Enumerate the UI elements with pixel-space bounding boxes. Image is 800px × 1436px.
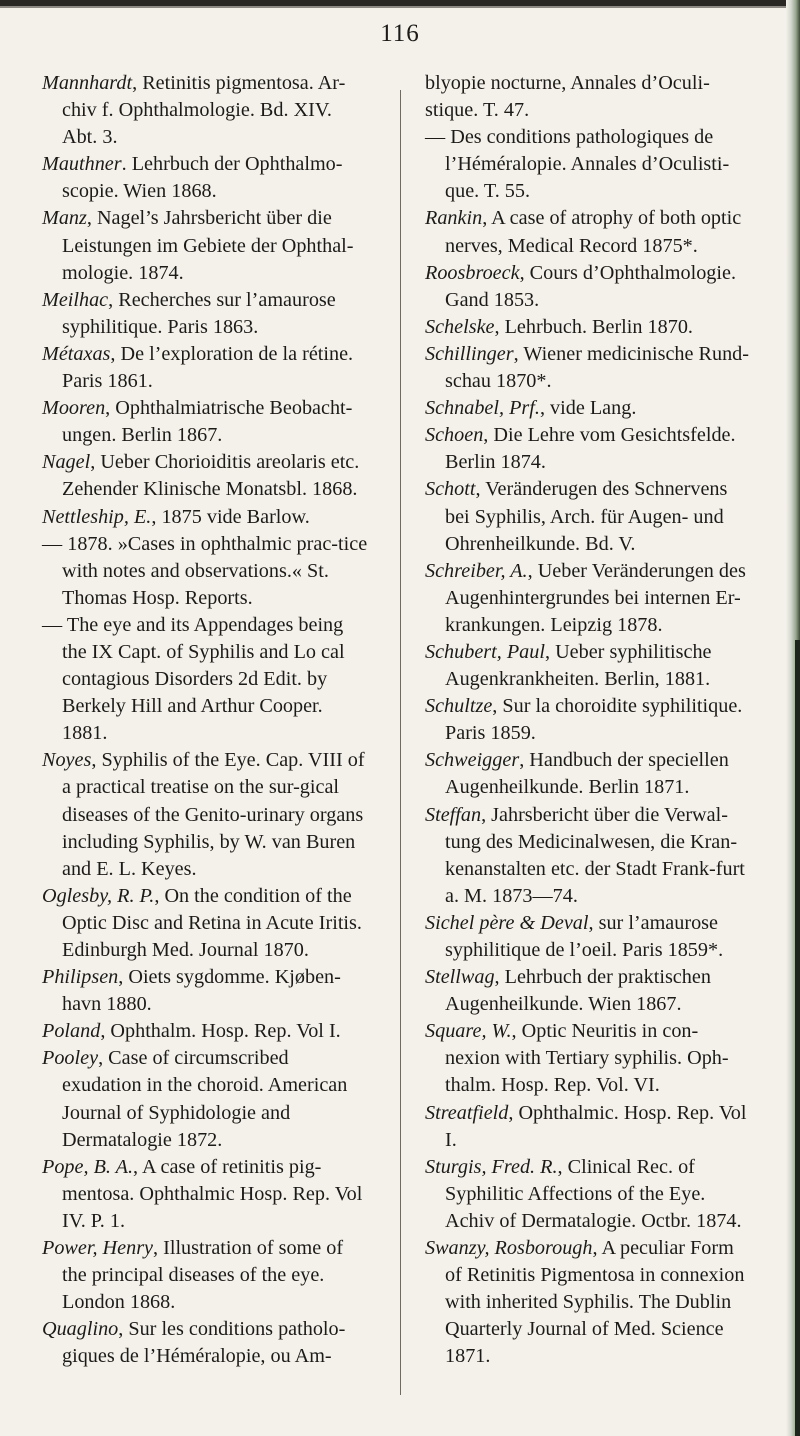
entry-text: , Die Lehre vom Gesichtsfelde. Berlin 1874. bbox=[445, 424, 736, 474]
entry-text: , Ophthalm. Hosp. Rep. Vol I. bbox=[100, 1020, 341, 1043]
entry-author: Nettleship, E. bbox=[42, 505, 152, 528]
bibliography-entry bbox=[425, 1100, 753, 1154]
entry-text: , Veränderugen des Schnervens bei Syphilis, Arch. für Augen- und Ohrenheilkunde. Bd. V. bbox=[445, 478, 728, 555]
entry-text: , Ueber Veränderungen des Augenhintergrundes bei internen Er-krankungen. Leipzig 1878. bbox=[445, 559, 746, 636]
entry-text: , vide Lang. bbox=[539, 397, 637, 420]
bibliography-entry bbox=[42, 1235, 370, 1316]
bibliography-entry bbox=[42, 747, 370, 882]
entry-author: Schott bbox=[425, 478, 476, 501]
entry-text: , Handbuch der speciellen Augenheilkunde. Berlin 1871. bbox=[445, 749, 729, 799]
entry-author: Sturgis, Fred. R. bbox=[425, 1155, 558, 1178]
bibliography-entry bbox=[425, 70, 753, 124]
entry-text: , Lehrbuch. Berlin 1870. bbox=[494, 315, 693, 338]
entry-author: Quaglino bbox=[42, 1318, 119, 1341]
entry-author: Mannhardt bbox=[42, 72, 133, 94]
entry-author: Schnabel, Prf. bbox=[425, 397, 540, 420]
bibliography-entry bbox=[425, 747, 753, 801]
entry-text: , Clinical Rec. of Syphilitic Affections of the Eye. Achiv of Dermatalogie. Octbr. 1874. bbox=[445, 1155, 742, 1232]
bibliography-entry bbox=[42, 395, 370, 449]
entry-text: — 1878. »Cases in ophthalmic prac-tice with notes and observations.« St. Thomas Hosp. Reports. bbox=[42, 532, 368, 609]
entry-author: Oglesby, R. P. bbox=[42, 884, 155, 907]
bibliography-entry bbox=[425, 260, 753, 314]
entry-author: Pooley bbox=[42, 1047, 99, 1070]
entry-author: Nagel bbox=[42, 451, 91, 474]
bibliography-entry bbox=[42, 883, 370, 964]
bibliography-entry bbox=[425, 1235, 753, 1370]
entry-text: , Sur la choroidite syphilitique. Paris 1859. bbox=[445, 695, 743, 745]
entry-text: , A case of atrophy of both optic nerves, Medical Record 1875*. bbox=[445, 207, 742, 257]
entry-author: Pope, B. A. bbox=[42, 1155, 134, 1178]
entry-author: Poland bbox=[42, 1020, 101, 1043]
entry-text: , Jahrsbericht über die Verwal-tung des Medicinalwesen, die Kran-kenanstalten etc. der Stadt Frank-furt a. M. 1873—74. bbox=[445, 803, 745, 907]
entry-text: , A peculiar Form of Retinitis Pigmentosa in connexion with inherited Syphilis. The Dublin Quarterly Journal of Med. Science 1871. bbox=[445, 1237, 745, 1368]
entry-author: Manz bbox=[42, 207, 87, 230]
entry-author: Noyes bbox=[42, 749, 92, 772]
bibliography-entry bbox=[425, 693, 753, 747]
bibliography-entry bbox=[425, 1154, 753, 1235]
entry-text: , Oiets sygdomme. Kjøben-havn 1880. bbox=[62, 966, 341, 1016]
bibliography-entry bbox=[425, 422, 753, 476]
entry-author: Streatfield bbox=[425, 1101, 509, 1124]
entry-text: , Optic Neuritis in con-nexion with Tertiary syphilis. Oph-thalm. Hosp. Rep. Vol. VI. bbox=[445, 1020, 729, 1097]
entry-author: Schweigger bbox=[425, 749, 520, 772]
column-divider bbox=[400, 90, 401, 1395]
bibliography-entry bbox=[425, 1018, 753, 1099]
bibliography-entry bbox=[42, 1045, 370, 1153]
entry-text: , On the condition of the Optic Disc and Retina in Acute Iritis. Edinburgh Med. Journal 1870. bbox=[62, 884, 362, 961]
binding-shadow bbox=[795, 640, 800, 1436]
entry-text: , Case of circumscribed exudation in the choroid. American Journal of Syphidologie and Dermatalogie 1872. bbox=[62, 1047, 348, 1151]
entry-text: , Syphilis of the Eye. Cap. VIII of a practical treatise on the sur-gical diseases of the Genito-urinary organs including Syphilis, by W. van Buren and E. L. Keyes. bbox=[62, 749, 365, 880]
bibliography-entry bbox=[425, 476, 753, 557]
entry-text: , Retinitis pigmentosa. Ar-chiv f. Ophthalmologie. Bd. XIV. Abt. 3. bbox=[62, 72, 346, 149]
entry-text: , Illustration of some of the principal diseases of the eye. London 1868. bbox=[62, 1237, 344, 1314]
entry-text: , Ophthalmic. Hosp. Rep. Vol I. bbox=[445, 1101, 747, 1151]
entry-text: , Recherches sur l’amaurose syphilitique. Paris 1863. bbox=[62, 288, 336, 338]
entry-text: , De l’exploration de la rétine. Paris 1861. bbox=[62, 342, 354, 393]
entry-text: , Ueber Chorioiditis areolaris etc. Zehender Klinische Monatsbl. 1868. bbox=[62, 451, 360, 501]
bibliography-entry bbox=[42, 612, 370, 747]
right-column bbox=[425, 70, 753, 1371]
bibliography-entry bbox=[425, 395, 753, 422]
entry-author: Square, W. bbox=[425, 1020, 512, 1043]
entry-author: Métaxas bbox=[42, 342, 111, 365]
bibliography-entry bbox=[425, 802, 753, 910]
bibliography-entry bbox=[425, 910, 753, 964]
entry-text: — Des conditions pathologiques de l’Héméralopie. Annales d’Oculisti-que. T. 55. bbox=[425, 126, 730, 203]
entry-author: Rankin bbox=[425, 207, 483, 230]
page-number: 116 bbox=[380, 20, 420, 47]
entry-author: Sichel père & Deval bbox=[425, 911, 589, 934]
bibliography-entry bbox=[42, 341, 370, 395]
bibliography-entry bbox=[425, 964, 753, 1018]
entry-text: , Wiener medicinische Rund-schau 1870*. bbox=[445, 342, 749, 393]
entry-author: Steffan bbox=[425, 803, 482, 826]
entry-author: Meilhac bbox=[42, 288, 109, 311]
entry-author: Schreiber, A. bbox=[425, 559, 528, 582]
bibliography-entry bbox=[42, 1316, 370, 1370]
bibliography-entry bbox=[42, 1018, 370, 1045]
entry-text: blyopie nocturne, Annales d’Oculi-stique. T. 47. bbox=[425, 72, 710, 122]
entry-author: Schultze bbox=[425, 695, 493, 718]
bibliography-entry bbox=[42, 1154, 370, 1235]
bibliography-entry bbox=[42, 205, 370, 286]
bibliography-entry bbox=[42, 151, 370, 205]
entry-author: Stellwag bbox=[425, 966, 495, 989]
entry-text: , 1875 vide Barlow. bbox=[151, 505, 310, 528]
entry-text: , A case of retinitis pig-mentosa. Ophthalmic Hosp. Rep. Vol IV. P. 1. bbox=[62, 1155, 363, 1232]
entry-text: , Ophthalmiatrische Beobacht-ungen. Berlin 1867. bbox=[62, 397, 353, 447]
entry-text: , Sur les conditions patholo-giques de l’Héméralopie, ou Am- bbox=[62, 1318, 346, 1368]
bibliography-entry bbox=[42, 531, 370, 612]
bibliography-entry bbox=[425, 124, 753, 205]
bibliography-entry bbox=[425, 639, 753, 693]
entry-author: Schelske bbox=[425, 315, 495, 338]
entry-author: Philipsen bbox=[42, 966, 119, 989]
bibliography-entry bbox=[425, 558, 753, 639]
bibliography-entry bbox=[42, 504, 370, 531]
entry-author: Mauthner bbox=[42, 153, 122, 176]
page-top-edge-shadow bbox=[0, 6, 800, 8]
entry-text: — The eye and its Appendages being the IX Capt. of Syphilis and Lo cal contagious Disorders 2d Edit. by Berkely Hill and Arthur Cooper. 1881. bbox=[42, 613, 345, 745]
entry-text: , Lehrbuch der praktischen Augenheilkunde. Wien 1867. bbox=[445, 966, 711, 1016]
bibliography-entry bbox=[425, 205, 753, 259]
entry-text: , Nagel’s Jahrsbericht über die Leistungen im Gebiete der Ophthal-mologie. 1874. bbox=[62, 207, 354, 284]
entry-author: Schillinger bbox=[425, 342, 514, 365]
bibliography-entry bbox=[42, 964, 370, 1018]
entry-text: , sur l’amaurose syphilitique de l’oeil. Paris 1859*. bbox=[445, 911, 724, 961]
bibliography-entry bbox=[42, 287, 370, 341]
entry-author: Power, Henry bbox=[42, 1237, 154, 1260]
left-column bbox=[42, 70, 370, 1371]
bibliography-entry bbox=[42, 449, 370, 503]
bibliography-entry bbox=[425, 314, 753, 341]
bibliography-entry bbox=[42, 70, 370, 151]
entry-author: Schubert, Paul bbox=[425, 640, 545, 663]
entry-author: Roosbroeck bbox=[425, 261, 520, 284]
entry-text: , Ueber syphilitische Augenkrankheiten. Berlin, 1881. bbox=[445, 640, 712, 691]
bibliography-entry bbox=[425, 341, 753, 395]
entry-author: Schoen bbox=[425, 424, 484, 447]
entry-author: Swanzy, Rosborough bbox=[425, 1237, 593, 1260]
entry-author: Mooren bbox=[42, 397, 106, 420]
entry-text: . Lehrbuch der Ophthalmo-scopie. Wien 1868. bbox=[62, 153, 343, 203]
entry-text: , Cours d’Ophthalmologie. Gand 1853. bbox=[445, 261, 736, 311]
